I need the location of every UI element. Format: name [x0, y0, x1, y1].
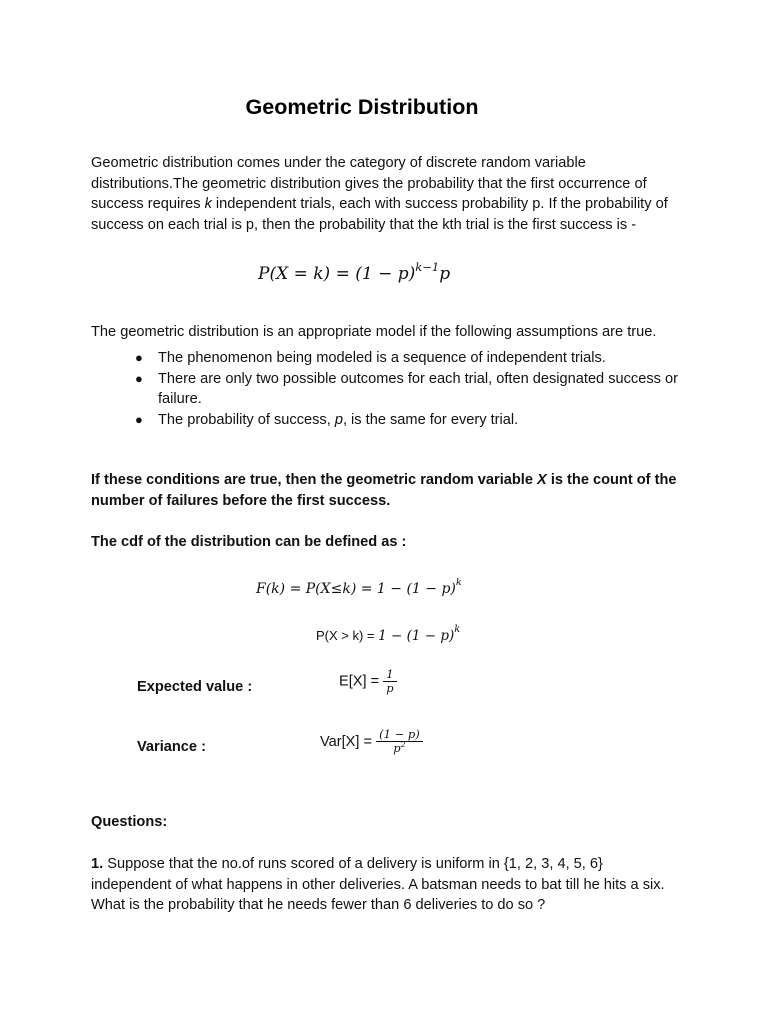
question-text: Suppose that the no.of runs scored of a delivery is uniform in {1, 2, 3, 4, 5, 6} independent of what happens in other deliveries. A batsman needs to bat till he hits a six. What is the probability that he needs fewer than 6 deliveries to do so ?: [91, 856, 665, 914]
list-item: [91, 369, 691, 410]
expected-value-label: Expected value :: [137, 679, 253, 695]
assumption-text: There are only two possible outcomes for each trial, often designated success or failure.: [158, 370, 678, 408]
bullet-dot: ●: [135, 411, 143, 427]
survival-exponent: k: [454, 624, 461, 635]
conditions-paragraph: [91, 470, 681, 511]
expected-fraction: [383, 668, 396, 695]
assumptions-list: [91, 348, 691, 430]
conditions-x: X: [537, 472, 547, 488]
assumption-text-pre: The probability of success,: [158, 411, 335, 428]
cdf-formula: [256, 578, 462, 602]
conditions-text-1: If these conditions are true, then the geometric random variable: [91, 472, 538, 488]
assumptions-lead: The geometric distribution is an appropriate model if the following assumptions are true.: [91, 324, 657, 340]
fraction-denominator: [376, 742, 423, 756]
list-item: [91, 410, 691, 431]
assumption-text-post: , is the same for every trial.: [342, 411, 519, 428]
pmf-formula: [258, 262, 450, 287]
variance-den-exponent: 2: [400, 740, 406, 749]
intro-k: k: [204, 196, 212, 213]
variance-den-base: p: [393, 741, 401, 755]
survival-formula: [316, 626, 460, 649]
question-number: 1.: [91, 856, 104, 872]
variance-label: Variance :: [137, 739, 206, 755]
bullet-dot: ●: [135, 350, 143, 365]
pmf-tail: p: [439, 264, 451, 284]
expected-lhs: E[X] =: [339, 673, 384, 690]
intro-text-1: Geometric distribution comes under the category of discrete random variable distributions.The geometric distribution gives the probability that the first occurrence of success requires: [91, 155, 647, 213]
variance-fraction: [376, 728, 423, 756]
expected-value-formula: [339, 668, 397, 695]
conditions-text-2: is the count of the number of failures before the first success.: [91, 472, 677, 509]
fraction-numerator: (1 − p): [376, 728, 423, 742]
assumption-p: p: [334, 411, 343, 428]
cdf-heading: The cdf of the distribution can be defined as :: [91, 534, 407, 550]
list-item: [91, 348, 691, 369]
bullet-dot: ●: [135, 370, 143, 386]
questions-heading: Questions:: [91, 814, 168, 830]
page-title: Geometric Distribution: [245, 95, 479, 119]
intro-text-2: independent trials, each with success probability p. If the probability of success on each trial is p, then the probability that the kth trial is the first success is -: [91, 196, 668, 233]
assumption-text: The phenomenon being modeled is a sequence of independent trials.: [158, 350, 606, 366]
fraction-denominator: p: [386, 681, 394, 695]
cdf-exponent: k: [455, 577, 462, 588]
survival-expression: 1 − (1 − p): [378, 628, 455, 644]
pmf-lhs: P(X = k) = (1 − p): [258, 264, 416, 284]
cdf-expression: F(k) = P(X≤k) = 1 − (1 − p): [256, 581, 456, 597]
question-1: [91, 854, 676, 916]
fraction-numerator: 1: [383, 668, 396, 682]
variance-formula: [320, 728, 423, 756]
intro-paragraph: [91, 153, 681, 235]
pmf-exponent: k−1: [415, 260, 440, 274]
variance-lhs: Var[X] =: [320, 733, 377, 750]
survival-prefix: P(X > k) =: [316, 628, 379, 643]
